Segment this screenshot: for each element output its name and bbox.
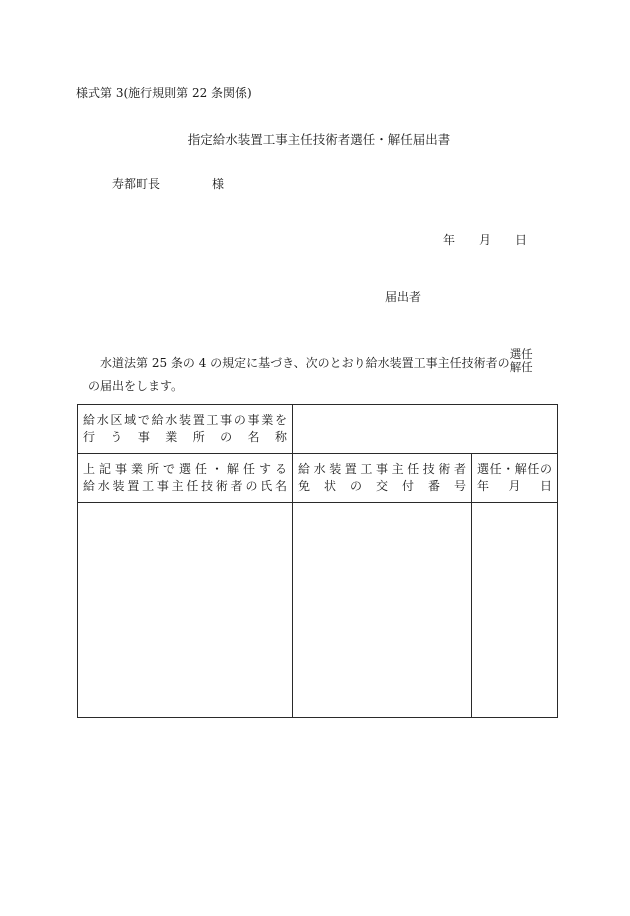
header-row: [78, 454, 558, 503]
entry-row: [78, 503, 558, 718]
appoint-dismiss-choice: [510, 348, 533, 374]
license-number-header-line2: 免状の交付番号: [298, 479, 466, 493]
date-year-label: 年: [443, 233, 456, 247]
office-name-label-cell: [78, 405, 293, 454]
form-reference: 様式第 3(施行規則第 22 条関係): [76, 86, 252, 100]
engineer-name-header-cell: [78, 454, 293, 503]
office-name-label-line2: 行う事業所の名称: [83, 430, 287, 444]
date-input-cell[interactable]: [472, 503, 558, 718]
body-text-line1: [100, 348, 533, 374]
document-title: 指定給水装置工事主任技術者選任・解任届出書: [187, 132, 451, 147]
addressee: [112, 175, 224, 192]
date-header-line2: 年月日: [477, 479, 552, 493]
body-statement: 水道法第 25 条の 4 の規定に基づき、次のとおり給水装置工事主任技術者の: [100, 356, 510, 370]
office-row: [78, 405, 558, 454]
body-text-line2: の届出をします。: [88, 379, 184, 393]
license-number-input-cell[interactable]: [293, 503, 472, 718]
addressee-name: 寿都町長: [112, 177, 161, 191]
addressee-honorific: 様: [212, 177, 225, 191]
date-day-label: 日: [515, 233, 528, 247]
engineer-name-header-line2: 給水装置工事主任技術者の氏名: [83, 479, 287, 493]
license-number-header-line1: 給水装置工事主任技術者: [298, 462, 466, 476]
office-name-input-cell[interactable]: [293, 405, 558, 454]
choice-appoint: 選任: [509, 347, 533, 361]
date-month-label: 月: [479, 233, 492, 247]
license-number-header-cell: [293, 454, 472, 503]
date-header-line1: 選任・解任の: [477, 462, 552, 476]
form-table: [77, 404, 558, 718]
office-name-label-line1: 給水区域で給水装置工事の事業を: [83, 413, 287, 427]
notifier-label: 届出者: [385, 290, 422, 304]
choice-dismiss: 解任: [509, 360, 533, 374]
engineer-name-input-cell[interactable]: [78, 503, 293, 718]
engineer-name-header-line1: 上記事業所で選任・解任する: [83, 462, 287, 476]
date-header-cell: [472, 454, 558, 503]
date-line: [443, 231, 527, 248]
